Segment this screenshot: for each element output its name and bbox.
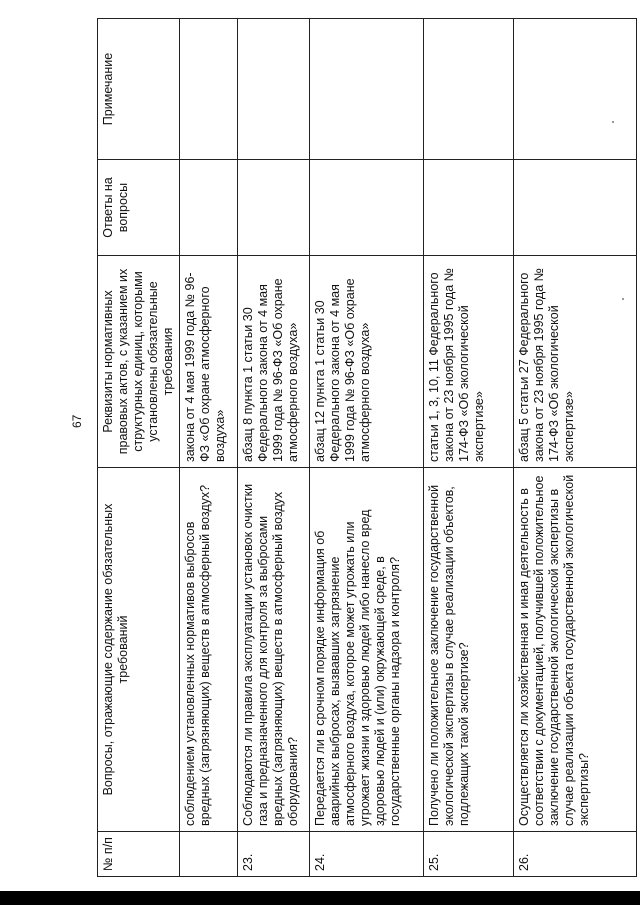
row-answer: [424, 160, 514, 256]
row-note: [180, 19, 238, 160]
table-row: [424, 19, 514, 877]
table-row: [310, 19, 424, 877]
row-num: 26.: [514, 832, 637, 877]
row-num: 23.: [238, 832, 310, 877]
row-question: Соблюдаются ли правила эксплуатации установок очистки газа и предназначенного для контроля за выбросами вредных (загрязняющих) веществ в атмосферный воздух оборудования?: [238, 468, 310, 832]
rotated-page-content: [97, 19, 627, 877]
table-row: [514, 19, 637, 877]
page-number: 67: [70, 414, 84, 428]
table-row: [238, 19, 310, 877]
row-answer: [514, 160, 637, 256]
table-header-row: [98, 19, 180, 877]
row-num: [180, 832, 238, 877]
row-references: абзац 8 пункта 1 статьи 30 Федерального закона от 4 мая 1999 года № 96-ФЗ «Об охране атмосферного воздуха»: [238, 256, 310, 468]
row-references: статьи 1, 3, 10, 11 Федерального закона от 23 ноября 1995 года № 174-ФЗ «Об экологической экспертизе»: [424, 256, 514, 468]
scan-speck: [612, 121, 614, 123]
row-question: соблюдением установленных нормативов выбросов вредных (загрязняющих) веществ в атмосферный воздух?: [180, 468, 238, 832]
scan-edge-bar: [0, 891, 640, 905]
row-references: абзац 5 статьи 27 Федерального закона от 23 ноября 1995 года № 174-ФЗ «Об экологической экспертизе»: [514, 256, 637, 468]
row-answer: [180, 160, 238, 256]
header-answers: Ответы на вопросы: [98, 160, 180, 256]
header-question: Вопросы, отражающие содержание обязательных требований: [98, 468, 180, 832]
row-note: [238, 19, 310, 160]
row-question: Осуществляется ли хозяйственная и иная деятельность в соответствии с документацией, получившей положительное заключение государственной экологической экспертизы в случае реализации объекта государственной экологической экспертизы?: [514, 468, 637, 832]
row-answer: [310, 160, 424, 256]
table-row: [180, 19, 238, 877]
row-num: 24.: [310, 832, 424, 877]
row-answer: [238, 160, 310, 256]
requirements-table: [97, 18, 637, 877]
row-question: Передается ли в срочном порядке информация об аварийных выбросах, вызвавших загрязнение атмосферного воздуха, которое может угрожать или угрожает жизни и здоровью людей либо нанесло вред здоровью людей и (или) окружающей среде, в государственные органы надзора и контроля?: [310, 468, 424, 832]
row-references: закона от 4 мая 1999 года № 96-ФЗ «Об охране атмосферного воздуха»: [180, 256, 238, 468]
header-notes: Примечание: [98, 19, 180, 160]
header-num: № п/п: [98, 832, 180, 877]
row-question: Получено ли положительное заключение государственной экологической экспертизы в случае реализации объектов, подлежащих такой экспертизе?: [424, 468, 514, 832]
row-note: [310, 19, 424, 160]
row-note: [424, 19, 514, 160]
scan-speck: [622, 298, 624, 300]
header-references: Реквизиты нормативных правовых актов, с указанием их структурных единиц, которыми установлены обязательные требования: [98, 256, 180, 468]
row-num: 25.: [424, 832, 514, 877]
row-references: абзац 12 пункта 1 статьи 30 Федерального закона от 4 мая 1999 года № 96-ФЗ «Об охране атмосферного воздуха»: [310, 256, 424, 468]
row-note: [514, 19, 637, 160]
